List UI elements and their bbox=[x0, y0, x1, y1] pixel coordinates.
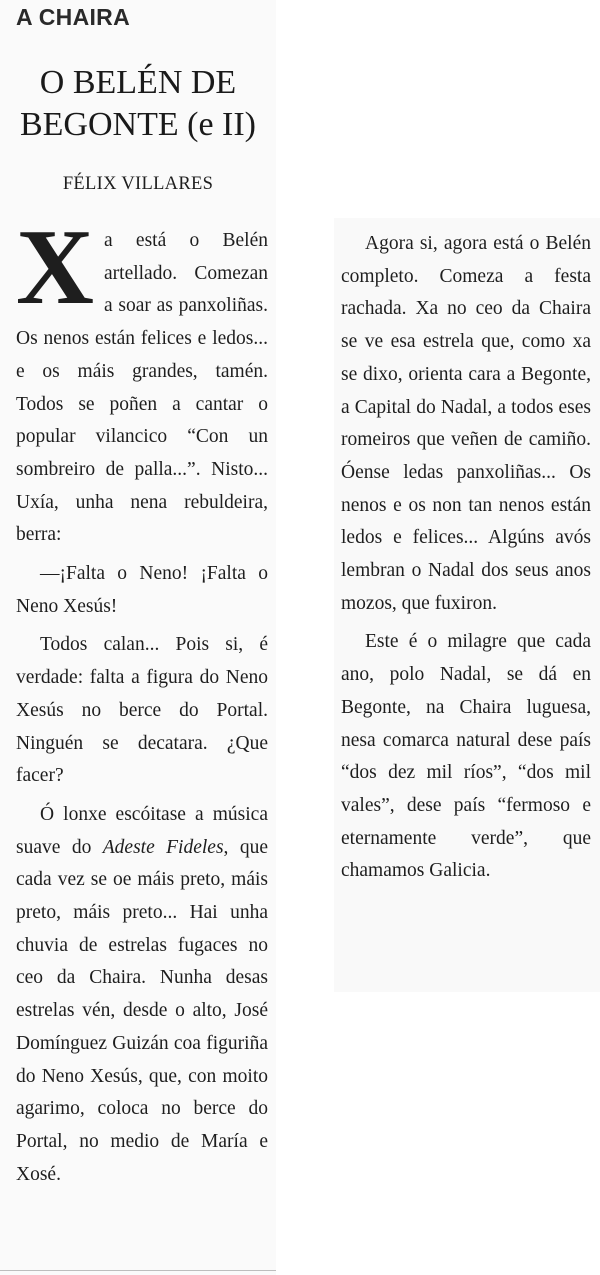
right-column bbox=[341, 228, 591, 888]
paragraph-4-italic: Adeste Fideles bbox=[102, 836, 224, 858]
paragraph-5: Agora si, agora está o Belén completo. Comeza a festa rachada. Xa no ceo da Chaira se ve esa estrela que, como xa se dixo, orienta cara a Begonte, a Capital do Nadal, a todos eses romeiros que veñen de camiño. Óense ledas panxoliñas... Os nenos e os non tan nenos están ledos e felices... Algúns avós lembran o Nadal dos seus anos mozos, que fuxiron. bbox=[341, 233, 591, 614]
paragraph-3: Todos calan... Pois si, é verdade: falta a figura do Neno Xesús no berce do Portal. Ninguén se decatara. ¿Que facer? bbox=[16, 634, 268, 787]
bottom-rule bbox=[0, 1270, 276, 1271]
left-column bbox=[16, 208, 268, 1191]
paragraph-4 bbox=[16, 799, 268, 1191]
drop-cap: X bbox=[16, 208, 94, 327]
title-line-2: BEGONTE (e II) bbox=[19, 106, 257, 143]
section-heading: A CHAIRA bbox=[16, 4, 130, 30]
title-line-1: O BELÉN DE bbox=[39, 64, 237, 101]
paragraph-6: Este é o milagre que cada ano, polo Nadal, se dá en Begonte, na Chaira luguesa, nesa comarca natural dese país “dos dez mil ríos”, “dos mil vales”, dese país “fermoso e eternamente verde”, que chamamos Galicia. bbox=[341, 631, 591, 882]
paragraph-4-text-a: Ó lonxe escóitase a música suave do bbox=[16, 803, 268, 858]
byline: FÉLIX VILLARES bbox=[62, 174, 214, 194]
article-title bbox=[0, 62, 276, 146]
paragraph-2: —¡Falta o Neno! ¡Falta o Neno Xesús! bbox=[16, 563, 268, 617]
paragraph-1 bbox=[16, 208, 268, 552]
paragraph-1-text: a está o Belén artellado. Comezan a soar as panxoliñas. Os nenos están felices e ledos... e os máis grandes, tamén. Todos se poñen a cantar o popular vilancico “Con un sombreiro de palla...”. Nisto... Uxía, unha nena rebuldeira, berra: bbox=[16, 230, 268, 546]
paragraph-4-text-b: , que cada vez se oe máis preto, máis preto, máis preto... Hai unha chuvia de estrelas fugaces no ceo da Chaira. Nunha desas estrelas vén, desde o alto, José Domínguez Guizán coa figuriña do Neno Xesús, que, con moito agarimo, coloca no berce do Portal, no medio de María e Xosé. bbox=[16, 836, 268, 1185]
